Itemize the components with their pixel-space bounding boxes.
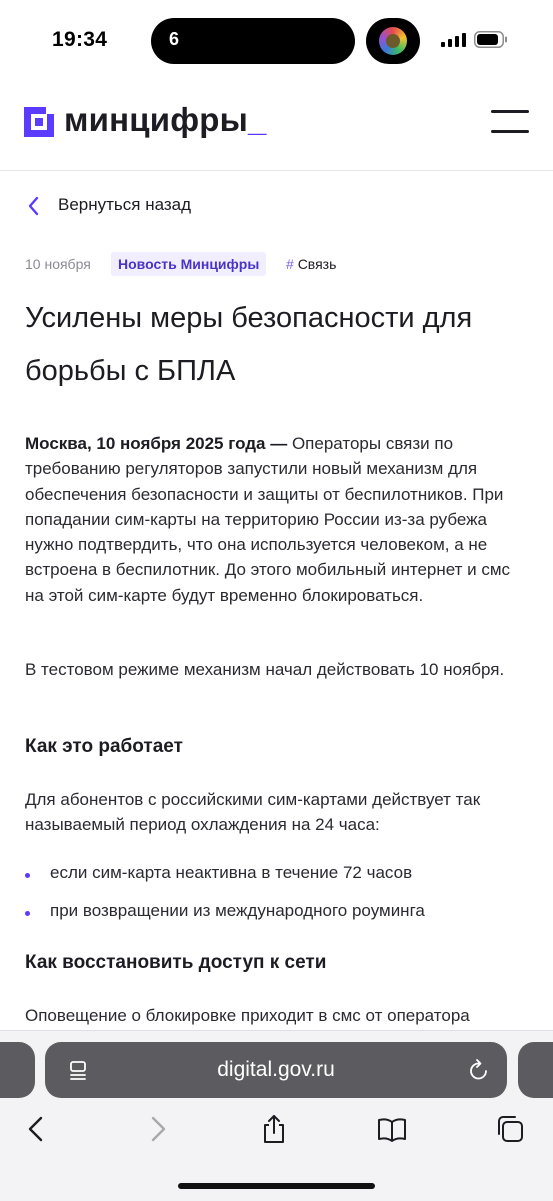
- article-date: 10 ноября: [25, 256, 91, 272]
- lead-bold: Москва, 10 ноября 2025 года —: [25, 434, 288, 453]
- article-lead: [25, 431, 530, 608]
- back-icon[interactable]: [21, 1113, 53, 1145]
- article-title: Усилены меры безопасности для борьбы с БПЛА: [25, 302, 473, 387]
- bookmarks-icon[interactable]: [376, 1113, 408, 1145]
- section-heading: Как это работает: [25, 736, 183, 757]
- article-paragraph: Оповещение о блокировке приходит в смс от оператора: [25, 1006, 470, 1025]
- url-text: digital.gov.ru: [217, 1058, 335, 1081]
- section-heading: Как восстановить доступ к сети: [25, 952, 327, 973]
- logo-word: минцифры: [64, 101, 249, 138]
- dynamic-island: [151, 18, 355, 64]
- tag-link[interactable]: [286, 256, 336, 272]
- share-icon[interactable]: [258, 1113, 290, 1145]
- reload-icon[interactable]: [468, 1058, 490, 1082]
- status-time: 19:34: [52, 28, 108, 51]
- menu-button[interactable]: [491, 110, 529, 136]
- header-divider: [0, 170, 553, 171]
- list-item: при возвращении из международного роуминга: [50, 901, 425, 920]
- screen-recording-indicator: [366, 18, 420, 64]
- article-paragraph: В тестовом режиме механизм начал действовать 10 ноября.: [25, 660, 505, 679]
- logo-icon: [24, 107, 54, 137]
- menu-line-icon: [491, 110, 529, 113]
- bullet-icon: [25, 911, 30, 916]
- lead-text: Операторы связи по требованию регуляторов запустили новый механизм для обеспечения безопасности и защиты от беспилотников. При попадании сим-карты на территорию России из-за рубежа нужно подтвердить, что она используется человеком, а не встроена в беспилотник. До этого мобильный интернет и смс на этой сим-карте будут временно блокироваться.: [25, 434, 511, 605]
- forward-icon[interactable]: [141, 1113, 173, 1145]
- chevron-left-icon[interactable]: [25, 195, 43, 217]
- address-bar[interactable]: [45, 1042, 507, 1098]
- article-paragraph: Для абонентов с российскими сим-картами действует так называемый период охлаждения на 24 часа:: [25, 790, 481, 835]
- list-item: если сим-карта неактивна в течение 72 часов: [50, 863, 413, 882]
- hash-icon: #: [286, 256, 294, 272]
- signal-icon: [441, 33, 469, 47]
- bullet-icon: [25, 873, 30, 878]
- back-link[interactable]: Вернуться назад: [58, 195, 192, 214]
- news-badge[interactable]: Новость Минцифры: [111, 252, 266, 276]
- home-indicator[interactable]: [178, 1183, 375, 1189]
- next-tab-pill[interactable]: [518, 1042, 553, 1098]
- battery-icon: [474, 31, 508, 48]
- logo-cursor: _: [248, 101, 267, 138]
- previous-tab-pill[interactable]: [0, 1042, 35, 1098]
- logo-text[interactable]: [64, 101, 267, 139]
- tabs-icon[interactable]: [494, 1113, 526, 1145]
- island-badge: 6: [169, 29, 180, 49]
- tag-label: Связь: [297, 256, 337, 272]
- menu-line-icon: [491, 130, 529, 133]
- recording-icon: [379, 27, 407, 55]
